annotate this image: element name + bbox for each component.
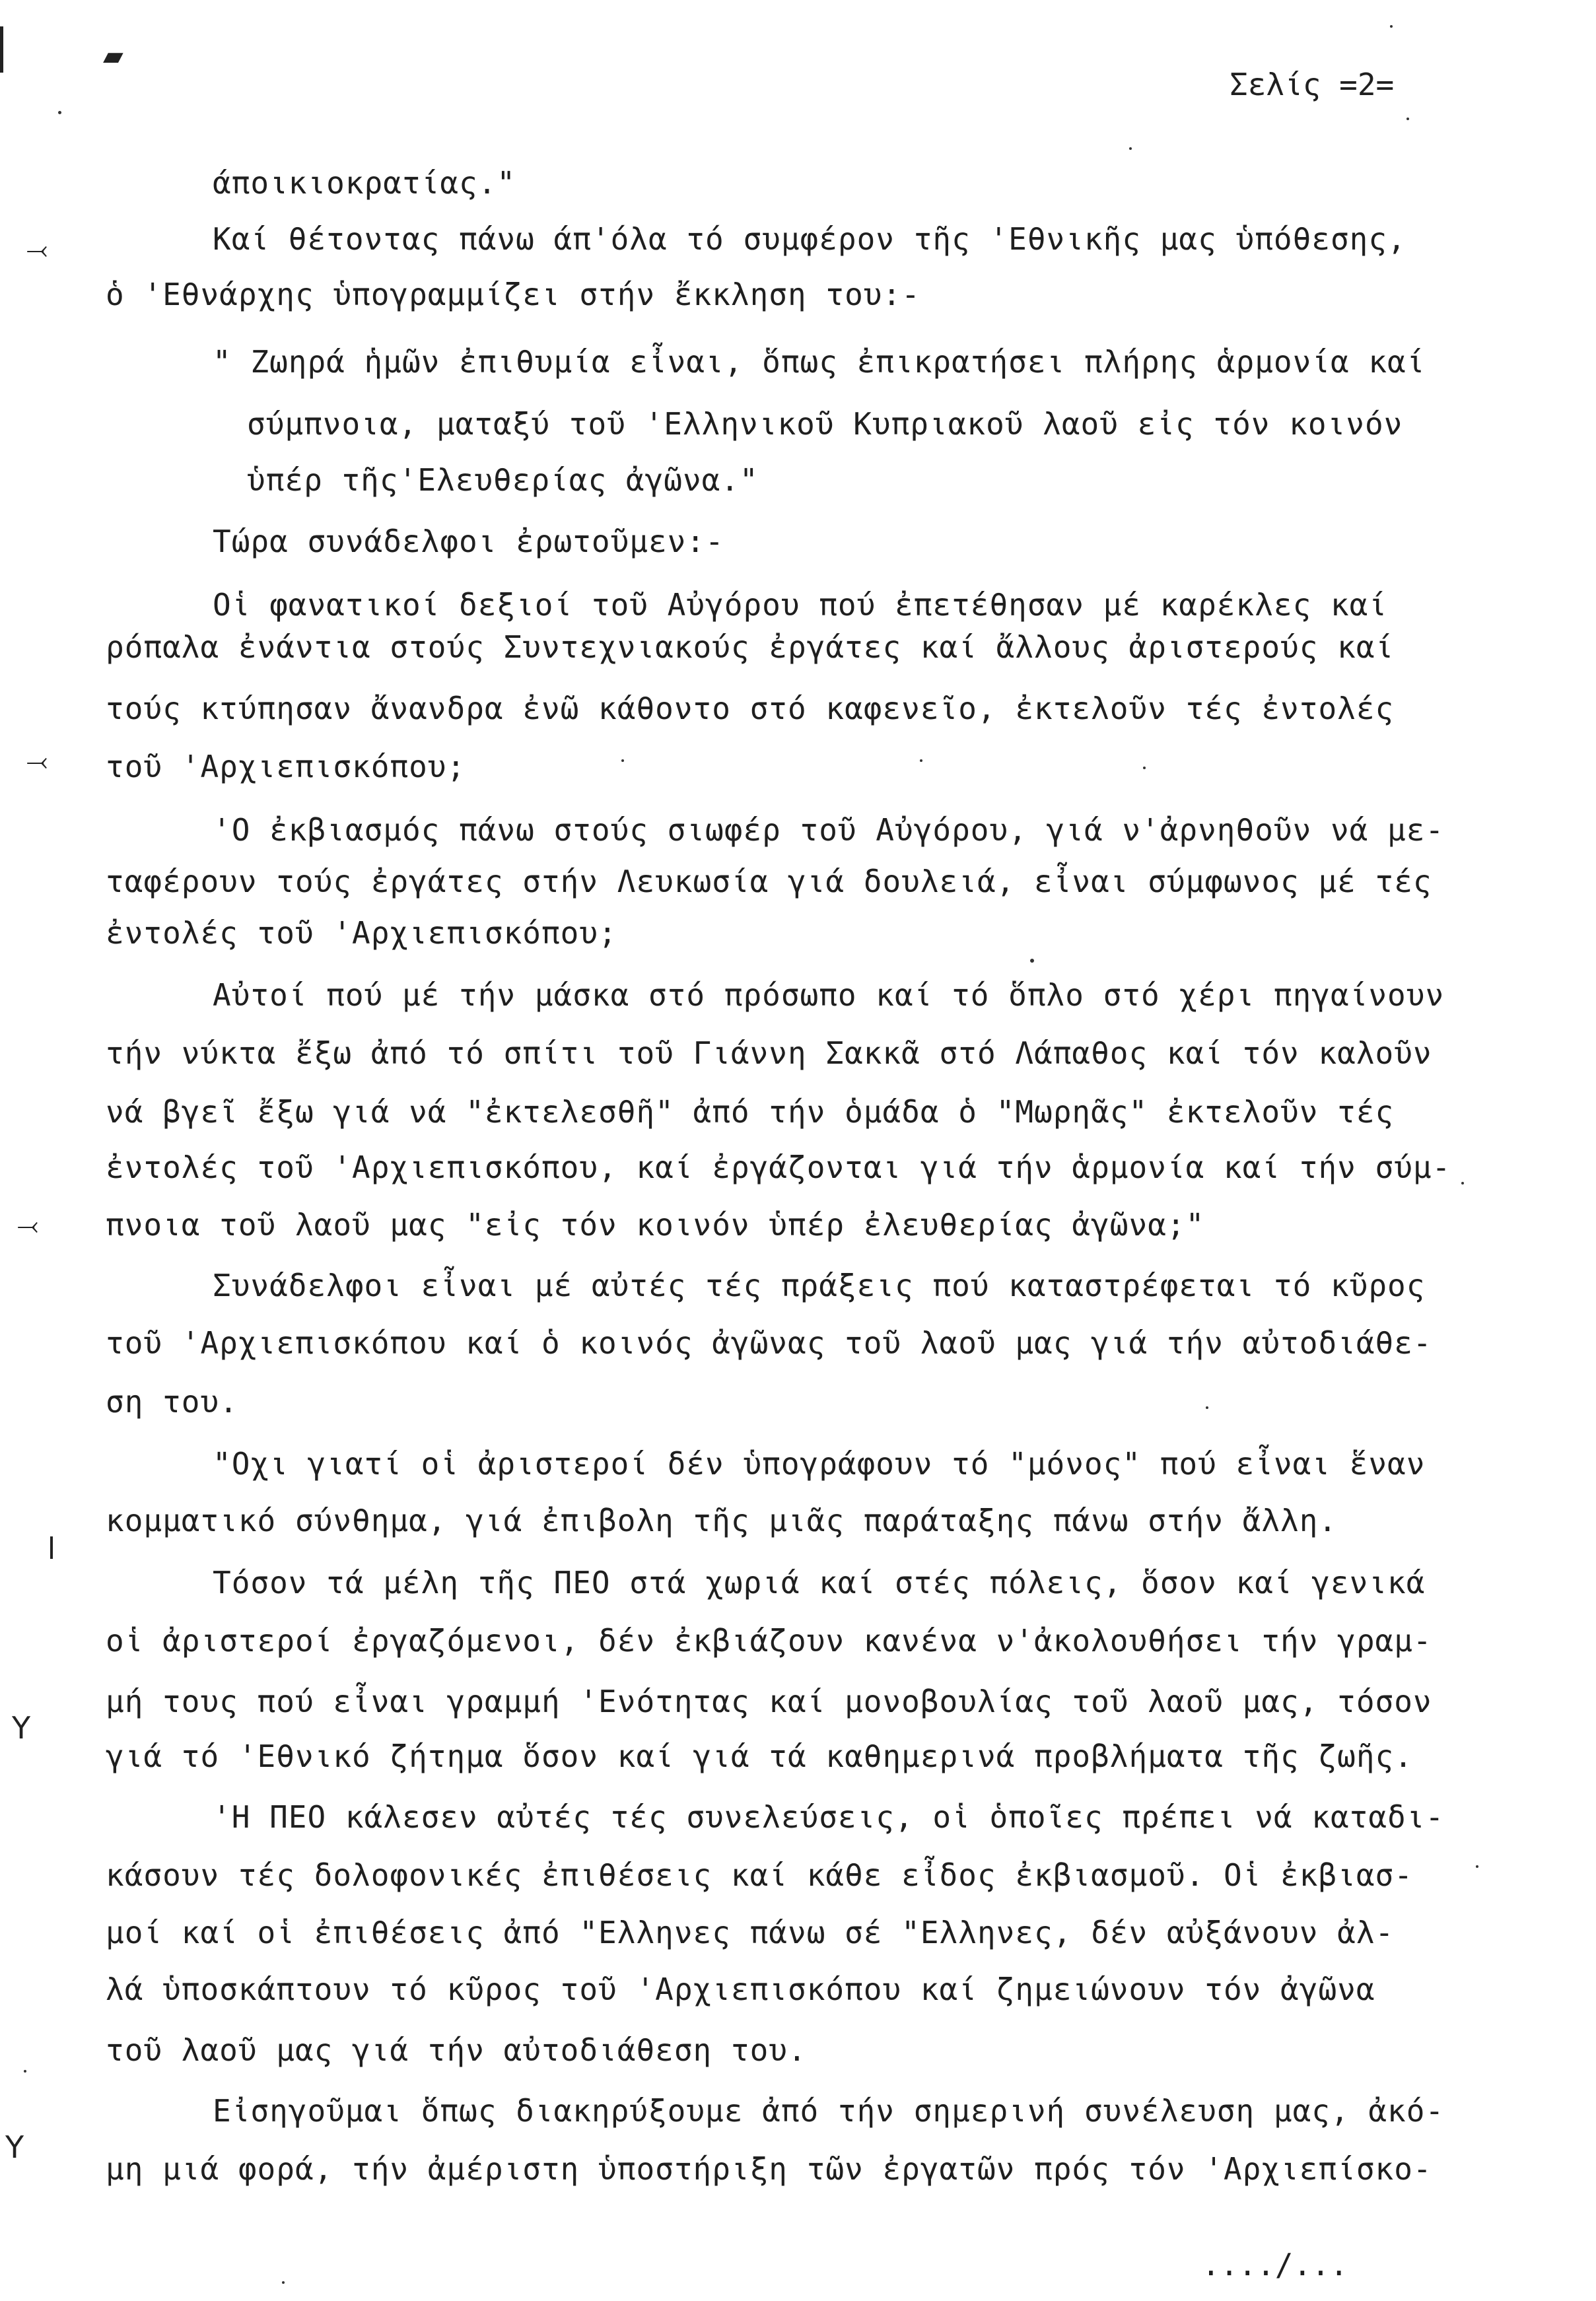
margin-tick-mark: ⤙ xyxy=(17,1210,38,1241)
margin-dot-mark xyxy=(1476,1865,1478,1868)
margin-tick-mark: ⤙ xyxy=(26,746,48,776)
body-line: Καί θέτοντας πάνω άπ'όλα τό συμφέρον τῆς 'Εθνικῆς μας ὑπόθεσης, xyxy=(213,221,1406,257)
margin-stroke-mark xyxy=(50,1536,53,1559)
margin-dot-mark xyxy=(1206,1406,1208,1409)
body-line: ταφέρουν τούς ἐργάτες στήν Λευκωσία γιά δουλειά, εἶναι σύμφωνος μέ τές xyxy=(106,864,1432,899)
margin-dot-mark xyxy=(1030,959,1034,963)
margin-dot-mark xyxy=(282,2281,285,2284)
body-line: λά ὑποσκάπτουν τό κῦρος τοῦ 'Αρχιεπισκόπου καί ζημειώνουν τόν ἀγῶνα xyxy=(106,1972,1375,2007)
body-line: κάσουν τές δολοφονικές ἐπιθέσεις καί κάθε εἶδος ἐκβιασμοῦ. Οἱ ἐκβιασ- xyxy=(106,1857,1413,1893)
body-line: Τόσον τά μέλη τῆς ΠΕΟ στά χωριά καί στές πόλεις, ὅσον καί γενικά xyxy=(213,1565,1426,1600)
body-line: ρόπαλα ἐνάντια στούς Συντεχνιακούς ἐργάτες καί ἄλλους ἀριστερούς καί xyxy=(106,629,1395,665)
body-line: κομματικό σύνθημα, γιά ἐπιβολη τῆς μιᾶς παράταξης πάνω στήν ἄλλη. xyxy=(106,1503,1338,1538)
body-line: Συνάδελφοι εἶναι μέ αὐτές τές πράξεις πού καταστρέφεται τό κῦρος xyxy=(213,1268,1426,1303)
ink-blot-mark: ▰ xyxy=(103,41,123,71)
body-line: τοῦ 'Αρχιεπισκόπου; xyxy=(106,749,466,784)
continuation-marker: ..../... xyxy=(1202,2247,1348,2283)
body-line: νά βγεῖ ἔξω γιά νά "ἐκτελεσθῆ" ἀπό τήν ὁμάδα ὁ "Μωρηᾶς" ἐκτελοῦν τές xyxy=(106,1094,1395,1130)
body-line: τοῦ λαοῦ μας γιά τήν αὐτοδιάθεση του. xyxy=(106,2032,807,2068)
body-line: 'Η ΠΕΟ κάλεσεν αὐτές τές συνελεύσεις, οἱ ὁποῖες πρέπει νά καταδι- xyxy=(213,1799,1445,1835)
margin-dot-mark xyxy=(24,2070,26,2073)
body-line: μή τους πού εἶναι γραμμή 'Ενότητας καί μονοβουλίας τοῦ λαοῦ μας, τόσον xyxy=(106,1684,1432,1719)
body-line: Εἰσηγοῦμαι ὅπως διακηρύξουμε ἀπό τήν σημερινή συνέλευση μας, ἀκό- xyxy=(213,2093,1445,2129)
body-line: γιά τό 'Εθνικό ζήτημα ὅσον καί γιά τά καθημερινά προβλήματα τῆς ζωῆς. xyxy=(106,1738,1413,1774)
margin-tick-mark: Υ xyxy=(5,2129,24,2165)
body-line: "Οχι γιατί οἱ ἀριστεροί δέν ὑπογράφουν τό "μόνος" πού εἶναι ἕναν xyxy=(213,1446,1426,1482)
margin-dot-mark xyxy=(1406,118,1409,120)
margin-dot-mark xyxy=(920,759,922,762)
margin-dot-mark xyxy=(1143,767,1146,769)
body-line: ὁ 'Εθνάρχης ὑπογραμμίζει στήν ἔκκληση του:- xyxy=(106,277,920,312)
body-line: άποικιοκρατίας." xyxy=(213,165,516,201)
page-number-label: Σελίς =2= xyxy=(1230,67,1395,102)
body-line: μοί καί οἱ ἐπιθέσεις ἀπό "Ελληνες πάνω σέ "Ελληνες, δέν αὐξάνουν ἀλ- xyxy=(106,1915,1395,1950)
margin-tick-mark: Υ xyxy=(12,1710,31,1746)
body-line: οἱ ἀριστεροί ἐργαζόμενοι, δέν ἐκβιάζουν κανένα ν'ἀκολουθήσει τήν γραμ- xyxy=(106,1623,1432,1659)
body-line: τούς κτύπησαν ἄνανδρα ἐνῶ κάθοντο στό καφενεῖο, ἐκτελοῦν τές ἐντολές xyxy=(106,691,1395,726)
scan-edge-mark xyxy=(0,26,3,73)
body-line: ση του. xyxy=(106,1384,238,1420)
body-line: πνοια τοῦ λαοῦ μας "εἰς τόν κοινόν ὑπέρ ἐλευθερίας ἀγῶνα;" xyxy=(106,1207,1205,1243)
margin-tick-mark: ⤙ xyxy=(26,234,48,265)
margin-dot-mark xyxy=(621,759,624,762)
margin-dot-mark xyxy=(1390,25,1393,28)
body-line: 'Ο ἐκβιασμός πάνω στούς σιωφέρ τοῦ Αὐγόρου, γιά ν'ἀρνηθοῦν νά με- xyxy=(213,812,1445,848)
margin-dot-mark xyxy=(1129,147,1132,150)
body-line: σύμπνοια, ματαξύ τοῦ 'Ελληνικοῦ Κυπριακοῦ λαοῦ εἰς τόν κοινόν xyxy=(247,406,1403,442)
body-line: μη μιά φορά, τήν ἀμέριστη ὑποστήριξη τῶν ἐργατῶν πρός τόν 'Αρχιεπίσκο- xyxy=(106,2151,1432,2187)
body-line: ἐντολές τοῦ 'Αρχιεπισκόπου; xyxy=(106,915,617,951)
margin-dot-mark xyxy=(1461,1182,1464,1185)
body-line: Αὐτοί πού μέ τήν μάσκα στό πρόσωπο καί τό ὅπλο στό χέρι πηγαίνουν xyxy=(213,977,1445,1013)
body-line: ὑπέρ τῆς'Ελευθερίας ἀγῶνα." xyxy=(247,462,759,498)
margin-dot-mark xyxy=(58,111,61,114)
body-line: τήν νύκτα ἔξω ἀπό τό σπίτι τοῦ Γιάννη Σακκᾶ στό Λάπαθος καί τόν καλοῦν xyxy=(106,1035,1432,1071)
body-line: ἐντολές τοῦ 'Αρχιεπισκόπου, καί ἐργάζονται γιά τήν ἁρμονία καί τήν σύμ- xyxy=(106,1150,1451,1185)
body-line: " Ζωηρά ἡμῶν ἐπιθυμία εἶναι, ὅπως ἐπικρατήσει πλήρης ἁρμονία καί xyxy=(213,344,1426,380)
body-line: τοῦ 'Αρχιεπισκόπου καί ὁ κοινός ἀγῶνας τοῦ λαοῦ μας γιά τήν αὐτοδιάθε- xyxy=(106,1325,1432,1361)
body-line: Τώρα συνάδελφοι ἐρωτοῦμεν:- xyxy=(213,524,724,559)
body-line: Οἱ φανατικοί δεξιοί τοῦ Αὐγόρου πού ἐπετέθησαν μέ καρέκλες καί xyxy=(213,587,1388,623)
